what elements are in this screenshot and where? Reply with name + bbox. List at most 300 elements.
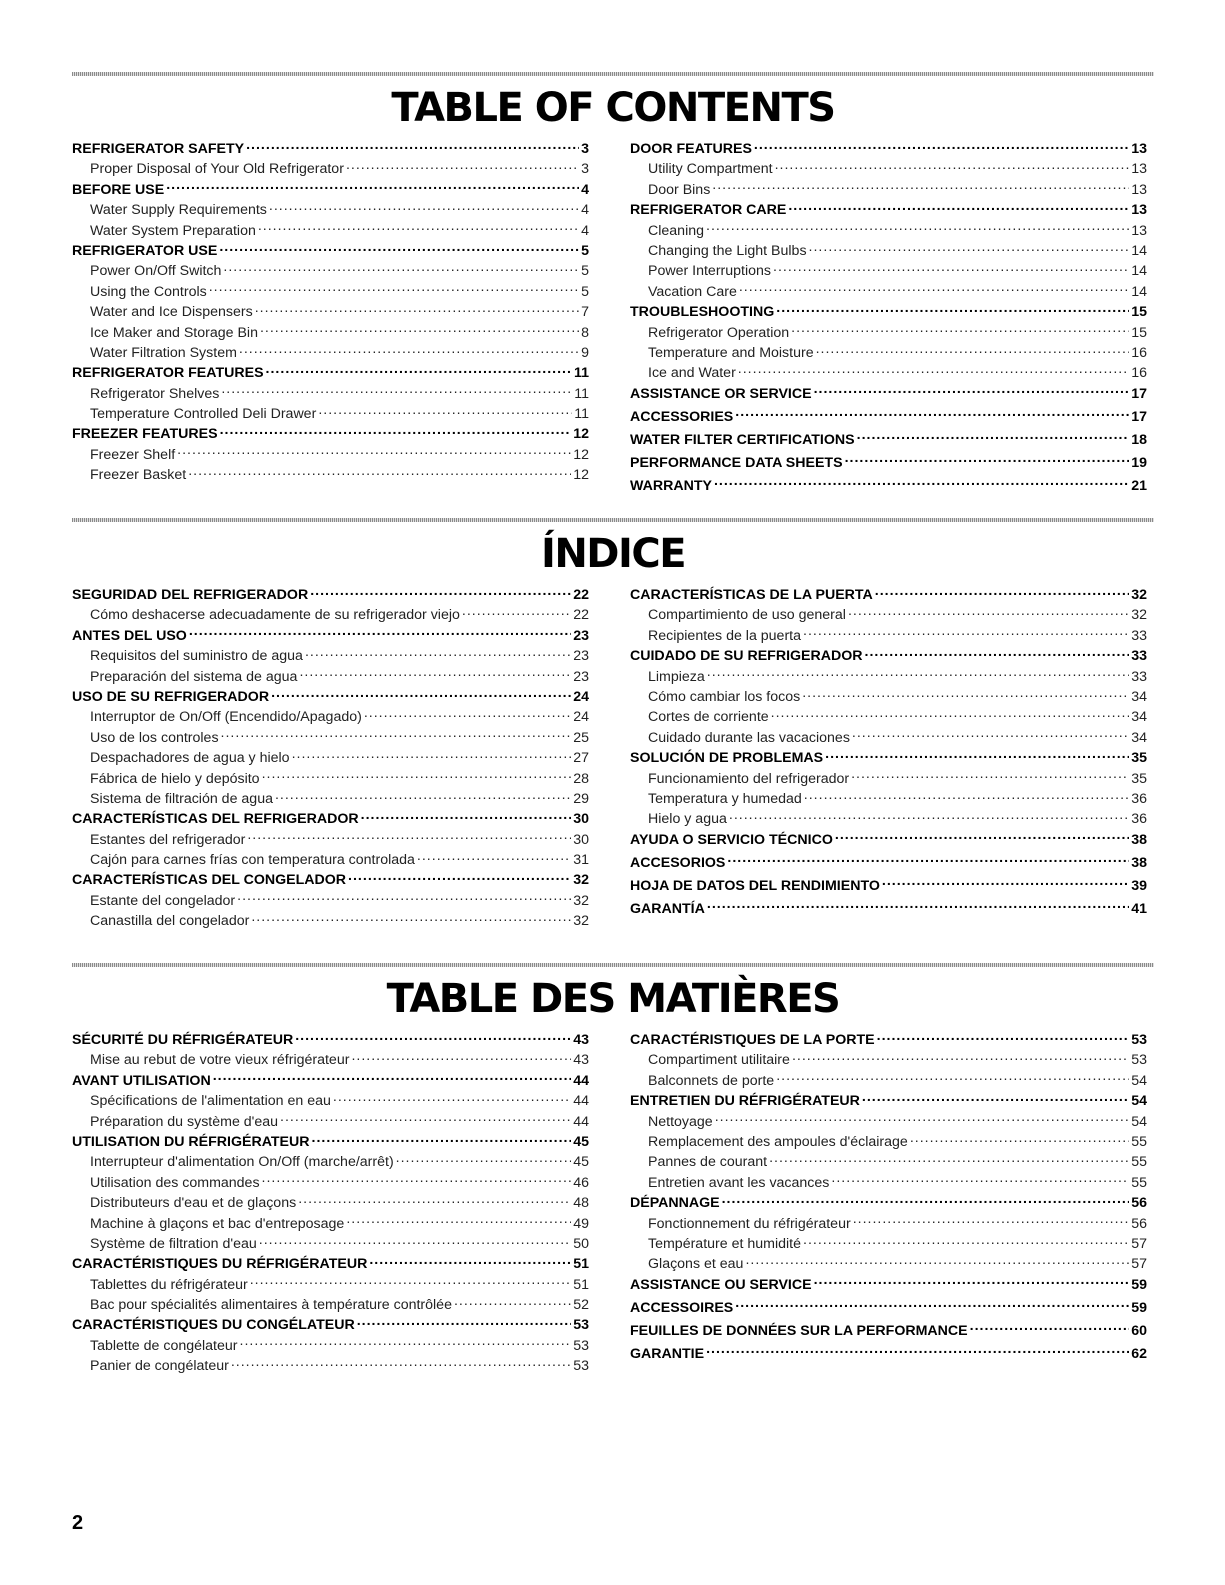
toc-entry-label: WATER FILTER CERTIFICATIONS [630,431,855,448]
toc-entry-label: Canastilla del congelador [90,913,250,930]
toc-entry-label: ACCESSORIES [630,408,734,425]
toc-entry-page: 34 [1131,688,1147,705]
toc-entry-label: Nettoyage [648,1113,713,1130]
section-title: TABLE OF CONTENTS [391,85,835,131]
dot-leader [262,1173,572,1187]
toc-entry-label: Compartiment utilitaire [648,1052,790,1069]
toc-entry-page: 11 [574,406,589,423]
toc-entry-label: TROUBLESHOOTING [630,304,775,321]
toc-entry-label: Fábrica de hielo y depósito [90,770,260,787]
toc-entry [630,323,1147,343]
toc-entry-page: 54 [1131,1093,1147,1110]
toc-entry [630,728,1147,748]
dot-leader [727,853,1129,867]
toc-entry-page: 33 [1131,648,1147,665]
toc-entry-label: Changing the Light Bulbs [648,242,807,259]
toc-entry-label: Fonctionnement du réfrigérateur [648,1215,851,1232]
toc-entry [72,343,589,363]
toc-entry [72,911,589,931]
toc-entry-label: Recipientes de la puerta [648,627,802,644]
toc-entry [72,1132,589,1152]
toc-entry-page: 35 [1131,750,1147,767]
dot-leader [351,1050,571,1064]
toc-entry-label: Cortes de corriente [648,709,769,726]
dot-leader [735,407,1129,421]
toc-entry-page: 14 [1131,263,1147,280]
toc-entry-label: Température et humidité [648,1235,801,1252]
toc-entry [630,1275,1147,1295]
toc-entry-label: Limpieza [648,668,705,685]
toc-entry [72,626,589,646]
toc-entry-page: 29 [573,790,589,807]
toc-entry [72,1050,589,1070]
dot-leader [745,1254,1129,1268]
page-number: 2 [72,1512,84,1534]
toc-entry-page: 32 [1131,607,1147,624]
toc-entry [630,809,1147,829]
toc-entry [630,221,1147,241]
toc-entry-page: 14 [1131,283,1147,300]
toc-entry-page: 4 [581,202,589,219]
dot-leader [454,1295,571,1309]
toc-entry-label: FREEZER FEATURES [72,426,218,443]
dot-leader [239,343,579,357]
dot-leader [462,605,571,619]
dot-leader [816,343,1130,357]
toc-entry-label: Cajón para carnes frías con temperatura controlada [90,852,415,869]
dot-leader [882,876,1129,890]
toc-entry-label: Tablette de congélateur [90,1337,238,1354]
dot-leader [706,221,1129,235]
toc-entry-page: 9 [581,344,589,361]
toc-entry-label: Entretien avant les vacances [648,1174,830,1191]
toc-entry [630,261,1147,281]
toc-entry [630,707,1147,727]
toc-entry-page: 8 [581,324,589,341]
dot-leader [246,139,579,153]
toc-entry [72,302,589,322]
toc-entry-page: 54 [1131,1072,1147,1089]
toc-entry-label: FEUILLES DE DONNÉES SUR LA PERFORMANCE [630,1322,968,1339]
toc-entry-page: 55 [1131,1133,1147,1150]
toc-entry-label: CUIDADO DE SU REFRIGERADOR [630,648,863,665]
toc-entry-page: 59 [1131,1299,1147,1316]
toc-entry [630,159,1147,179]
toc-entry [72,200,589,220]
toc-entry-page: 28 [573,770,589,787]
toc-entry-label: CARACTÉRISTIQUES DE LA PORTE [630,1032,875,1048]
toc-entry [630,1214,1147,1234]
dot-leader [250,1275,571,1289]
dot-leader [221,384,572,398]
toc-entry-page: 12 [573,446,589,463]
dot-leader [219,241,579,255]
toc-entry [630,407,1147,427]
dot-leader [221,728,572,742]
toc-entry-page: 32 [573,913,589,930]
toc-entry [72,221,589,241]
dot-leader [417,850,571,864]
toc-entry-label: Estantes del refrigerador [90,831,246,848]
toc-entry-label: ACCESSOIRES [630,1299,734,1316]
toc-entry [630,1091,1147,1111]
section-title: TABLE DES MATIÈRES [386,976,840,1022]
toc-entry [72,769,589,789]
toc-entry-label: Refrigerator Shelves [90,385,220,402]
dot-leader [809,241,1130,255]
toc-entry [72,1152,589,1172]
toc-entry-label: Préparation du système d'eau [90,1113,279,1130]
toc-entry-page: 13 [1131,181,1147,198]
toc-entry-page: 23 [573,648,589,665]
toc-entry-page: 51 [573,1256,589,1273]
toc-entry-page: 53 [573,1317,589,1334]
toc-entry-label: Distributeurs d'eau et de glaçons [90,1195,297,1212]
dot-leader [852,728,1129,742]
toc-entry-label: Preparación del sistema de agua [90,668,298,685]
dot-leader [369,1254,571,1268]
toc-entry-label: Bac pour spécialités alimentaires à température contrôlée [90,1297,452,1314]
toc-entry [72,1112,589,1132]
dot-leader [364,707,571,721]
toc-entry [72,323,589,343]
section-divider [72,72,1154,76]
dot-leader [318,404,572,418]
toc-entry [72,465,589,485]
dot-leader [231,1356,571,1370]
dot-leader [729,809,1129,823]
toc-entry [630,1234,1147,1254]
toc-entry [630,1030,1147,1050]
dot-leader [862,1091,1129,1105]
toc-entry-label: Temperature and Moisture [648,344,814,361]
toc-entry-label: CARACTERÍSTICAS DEL REFRIGERADOR [72,811,359,828]
toc-entry-label: Hielo y agua [648,811,727,828]
dot-leader [310,585,571,599]
toc-entry-label: CARACTERÍSTICAS DE LA PUERTA [630,587,873,603]
toc-entry-page: 13 [1131,222,1147,239]
dot-leader [803,626,1129,640]
dot-leader [346,1214,571,1228]
toc-entry [72,1336,589,1356]
toc-entry-page: 50 [573,1235,589,1252]
dot-leader [802,687,1129,701]
toc-entry [630,1344,1147,1364]
toc-entry-page: 53 [1131,1052,1147,1069]
dot-leader [865,646,1130,660]
toc-entry-label: Freezer Shelf [90,446,176,463]
toc-entry [72,363,589,383]
toc-entry [630,384,1147,404]
toc-entry [630,667,1147,687]
dot-leader [851,769,1129,783]
toc-entry-label: Pannes de courant [648,1154,768,1171]
toc-entry-label: CARACTÉRISTIQUES DU CONGÉLATEUR [72,1317,355,1334]
toc-entry-page: 24 [573,709,589,726]
toc-entry-label: Interrupteur d'alimentation On/Off (marche/arrêt) [90,1154,394,1171]
toc-entry-page: 5 [581,263,589,280]
toc-entry-label: Mise au rebut de votre vieux réfrigérateur [90,1052,350,1069]
toc-entry-label: Tablettes du réfrigérateur [90,1276,248,1293]
toc-entry-page: 5 [581,283,589,300]
toc-entry [630,1132,1147,1152]
dot-leader [266,363,572,377]
toc-entry-page: 13 [1131,161,1147,178]
toc-entry-page: 46 [573,1174,589,1191]
toc-entry-label: Uso de los controles [90,729,219,746]
toc-entry-label: ENTRETIEN DU RÉFRIGÉRATEUR [630,1093,860,1110]
toc-entry-page: 41 [1131,900,1147,917]
dot-leader [722,1193,1130,1207]
toc-entry [72,1091,589,1111]
dot-leader [776,302,1129,316]
toc-entry [72,646,589,666]
dot-leader [804,789,1129,803]
toc-entry-label: Water System Preparation [90,222,256,239]
dot-leader [910,1132,1129,1146]
toc-entry-page: 53 [573,1358,589,1375]
toc-entry [630,687,1147,707]
toc-entry [72,1193,589,1213]
toc-entry-page: 11 [574,385,589,402]
toc-entry [630,1173,1147,1193]
toc-entry [72,180,589,200]
dot-leader [735,1298,1129,1312]
toc-entry-page: 48 [573,1195,589,1212]
dot-leader [237,891,571,905]
toc-entry-page: 56 [1131,1215,1147,1232]
toc-entry-label: REFRIGERATOR SAFETY [72,141,245,157]
toc-entry [630,789,1147,809]
toc-entry [72,605,589,625]
toc-entry-page: 32 [573,872,589,889]
dot-leader [223,261,579,275]
dot-leader [845,453,1130,467]
toc-entry-label: ACCESORIOS [630,854,726,871]
toc-entry [72,404,589,424]
toc-entry [72,585,589,605]
toc-entry-page: 34 [1131,709,1147,726]
toc-entry-label: Power Interruptions [648,263,772,280]
toc-entry [72,707,589,727]
toc-entry-page: 12 [573,426,589,443]
toc-entry-page: 14 [1131,242,1147,259]
toc-entry-label: ASSISTANCE OR SERVICE [630,385,812,402]
toc-entry [630,430,1147,450]
toc-entry-page: 45 [573,1133,589,1150]
toc-entry-label: ASSISTANCE OU SERVICE [630,1276,812,1293]
toc-entry-label: Cleaning [648,222,705,239]
toc-entry-label: UTILISATION DU RÉFRIGÉRATEUR [72,1133,310,1150]
toc-entry-page: 57 [1131,1256,1147,1273]
dot-leader [299,667,571,681]
toc-entry [630,899,1147,919]
dot-leader [189,626,571,640]
toc-entry-label: REFRIGERATOR CARE [630,202,787,219]
toc-entry-page: 31 [573,852,589,869]
toc-entry-page: 49 [573,1215,589,1232]
dot-leader [814,384,1130,398]
toc-entry [630,769,1147,789]
toc-column-right [630,1030,1147,1364]
toc-entry [630,241,1147,261]
toc-entry-label: Système de filtration d'eau [90,1235,257,1252]
toc-entry [72,891,589,911]
dot-leader [240,1336,572,1350]
dot-leader [312,1132,572,1146]
toc-entry-page: 3 [581,161,589,178]
dot-leader [213,1071,572,1085]
toc-entry [630,200,1147,220]
toc-entry-page: 39 [1131,877,1147,894]
toc-entry-label: Refrigerator Operation [648,324,790,341]
toc-entry-page: 21 [1131,477,1147,494]
toc-entry [630,476,1147,496]
toc-entry-page: 55 [1131,1154,1147,1171]
toc-entry-page: 51 [573,1276,589,1293]
toc-entry [72,1214,589,1234]
toc-column-left [72,139,589,486]
toc-entry [630,585,1147,605]
toc-entry-page: 27 [573,750,589,767]
toc-entry-label: Cuidado durante las vacaciones [648,729,850,746]
toc-entry [72,445,589,465]
toc-entry-label: Power On/Off Switch [90,263,222,280]
toc-entry [72,1275,589,1295]
dot-leader [269,200,579,214]
toc-entry-label: Interruptor de On/Off (Encendido/Apagado) [90,709,362,726]
toc-entry [630,646,1147,666]
toc-entry-page: 24 [573,688,589,705]
toc-entry-label: Glaçons et eau [648,1256,744,1273]
toc-entry [72,748,589,768]
toc-entry [630,1298,1147,1318]
toc-entry [72,282,589,302]
dot-leader [166,180,579,194]
dot-leader [754,139,1129,153]
toc-entry-label: Ice Maker and Storage Bin [90,324,258,341]
dot-leader [220,424,572,438]
toc-entry-page: 36 [1131,790,1147,807]
dot-leader [775,159,1130,173]
toc-entry-page: 13 [1131,202,1147,219]
toc-entry [72,159,589,179]
toc-entry-label: AVANT UTILISATION [72,1072,211,1089]
toc-entry [72,809,589,829]
toc-entry-page: 55 [1131,1174,1147,1191]
toc-entry-page: 59 [1131,1276,1147,1293]
dot-leader [738,363,1129,377]
toc-entry [630,302,1147,322]
dot-leader [262,769,572,783]
dot-leader [177,445,571,459]
dot-leader [305,646,571,660]
toc-entry-label: Cómo cambiar los focos [648,688,801,705]
toc-entry-label: Despachadores de agua y hielo [90,750,290,767]
dot-leader [788,200,1129,214]
toc-entry [630,453,1147,473]
toc-entry [72,139,589,159]
toc-entry-page: 4 [581,181,589,198]
dot-leader [773,261,1129,275]
toc-entry-label: BEFORE USE [72,181,165,198]
dot-leader [271,687,571,701]
toc-entry [72,1254,589,1274]
toc-entry [630,139,1147,159]
toc-entry-page: 52 [573,1297,589,1314]
toc-entry [72,1071,589,1091]
toc-entry [630,1193,1147,1213]
dot-leader [792,1050,1129,1064]
dot-leader [706,1344,1129,1358]
toc-entry-label: CARACTÉRISTIQUES DU RÉFRIGÉRATEUR [72,1256,368,1273]
toc-entry [72,1173,589,1193]
toc-entry-label: WARRANTY [630,477,712,494]
dot-leader [396,1152,572,1166]
section-divider [72,518,1154,522]
toc-entry [72,667,589,687]
toc-entry-page: 13 [1131,141,1147,157]
toc-entry-label: Door Bins [648,181,711,198]
toc-entry-label: Utilisation des commandes [90,1174,260,1191]
section-divider [72,963,1154,967]
toc-entry-label: Temperature Controlled Deli Drawer [90,406,317,423]
toc-entry-page: 60 [1131,1322,1147,1339]
toc-entry-page: 7 [581,304,589,321]
toc-entry-page: 30 [573,831,589,848]
toc-entry-page: 35 [1131,770,1147,787]
dot-leader [707,899,1129,913]
toc-column-left [72,1030,589,1377]
dot-leader [769,1152,1129,1166]
toc-entry-page: 18 [1131,431,1147,448]
toc-entry-page: 56 [1131,1195,1147,1212]
toc-entry-page: 36 [1131,811,1147,828]
toc-entry-label: Water Supply Requirements [90,202,267,219]
dot-leader [292,748,572,762]
toc-entry [630,363,1147,383]
toc-entry-page: 62 [1131,1345,1147,1362]
toc-entry-page: 54 [1131,1113,1147,1130]
toc-entry-page: 44 [573,1113,589,1130]
toc-entry-label: ANTES DEL USO [72,627,187,644]
toc-entry-page: 16 [1131,365,1147,382]
dot-leader [814,1275,1130,1289]
dot-leader [295,1030,571,1044]
dot-leader [835,830,1129,844]
toc-entry [72,1234,589,1254]
toc-entry [72,261,589,281]
toc-entry-label: Machine à glaçons et bac d'entreposage [90,1215,345,1232]
toc-entry [72,687,589,707]
toc-entry [72,1315,589,1335]
toc-entry-page: 4 [581,222,589,239]
toc-entry [72,384,589,404]
toc-entry-label: USO DE SU REFRIGERADOR [72,688,270,705]
toc-entry-page: 32 [573,892,589,909]
dot-leader [260,323,579,337]
toc-entry-label: AYUDA O SERVICIO TÉCNICO [630,831,833,848]
toc-entry-page: 17 [1131,408,1147,425]
dot-leader [209,282,579,296]
toc-column-right [630,585,1147,919]
toc-entry [72,1356,589,1376]
toc-entry-label: Vacation Care [648,283,737,300]
dot-leader [714,476,1129,490]
toc-entry [72,728,589,748]
dot-leader [825,748,1129,762]
dot-leader [280,1112,571,1126]
